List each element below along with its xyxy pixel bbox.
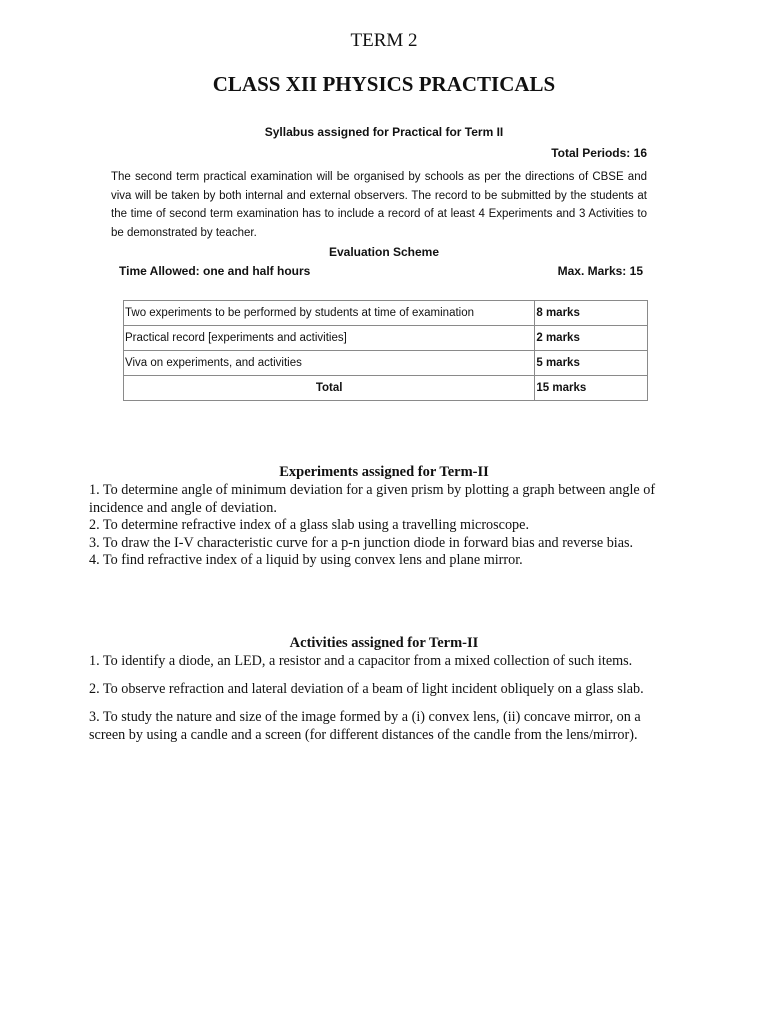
experiments-list [89,482,679,570]
list-item: 2. To determine refractive index of a glass slab using a travelling microscope. [89,517,529,533]
table-cell-total-label: Total [124,376,535,401]
table-cell-marks: 2 marks [535,326,648,351]
time-allowed: Time Allowed: one and half hours [119,264,311,278]
page-title: CLASS XII PHYSICS PRACTICALS [212,72,556,96]
list-item: 2. To observe refraction and lateral deviation of a beam of light incident obliquely on a glass slab. [89,681,644,697]
list-item: 1. To determine angle of minimum deviation for a given prism by plotting a graph between angle of incidence and angle of deviation. [89,482,656,516]
table-cell-total-marks: 15 marks [535,376,648,401]
syllabus-heading: Syllabus assigned for Practical for Term II [264,125,504,139]
evaluation-table [123,300,648,401]
list-item: 3. To study the nature and size of the image formed by a (i) convex lens, (ii) concave mirror, on a screen by using a candle and a screen (for different distances of the candle from the lens/mirror). [89,709,641,743]
table-row [124,351,648,376]
term-label: TERM 2 [350,30,418,51]
list-item: 4. To find refractive index of a liquid by using convex lens and plane mirror. [89,552,523,568]
list-item: 1. To identify a diode, an LED, a resistor and a capacitor from a mixed collection of such items. [89,653,633,669]
experiments-heading: Experiments assigned for Term-II [279,464,489,480]
intro-paragraph: The second term practical examination will be organised by schools as per the directions of CBSE and viva will be taken by both internal and external observers. The record to be submitted by the students at the time of second term examination has to include a record of at least 4 Experiments and 3 Activities to be demonstrated by teacher. [111,171,647,239]
table-cell-item: Two experiments to be performed by students at time of examination [124,301,535,326]
list-item: 3. To draw the I-V characteristic curve for a p-n junction diode in forward bias and reverse bias. [89,534,634,551]
activities-list [89,653,679,755]
total-periods: Total Periods: 16 [551,146,647,160]
activities-heading: Activities assigned for Term-II [289,635,479,651]
table-row-total [124,376,648,401]
evaluation-scheme-heading: Evaluation Scheme [328,245,440,259]
table-cell-item: Practical record [experiments and activities] [124,326,535,351]
table-cell-marks: 5 marks [535,351,648,376]
table-cell-marks: 8 marks [535,301,648,326]
table-row [124,326,648,351]
max-marks: Max. Marks: 15 [557,264,643,278]
table-cell-item: Viva on experiments, and activities [124,351,535,376]
table-row [124,301,648,326]
